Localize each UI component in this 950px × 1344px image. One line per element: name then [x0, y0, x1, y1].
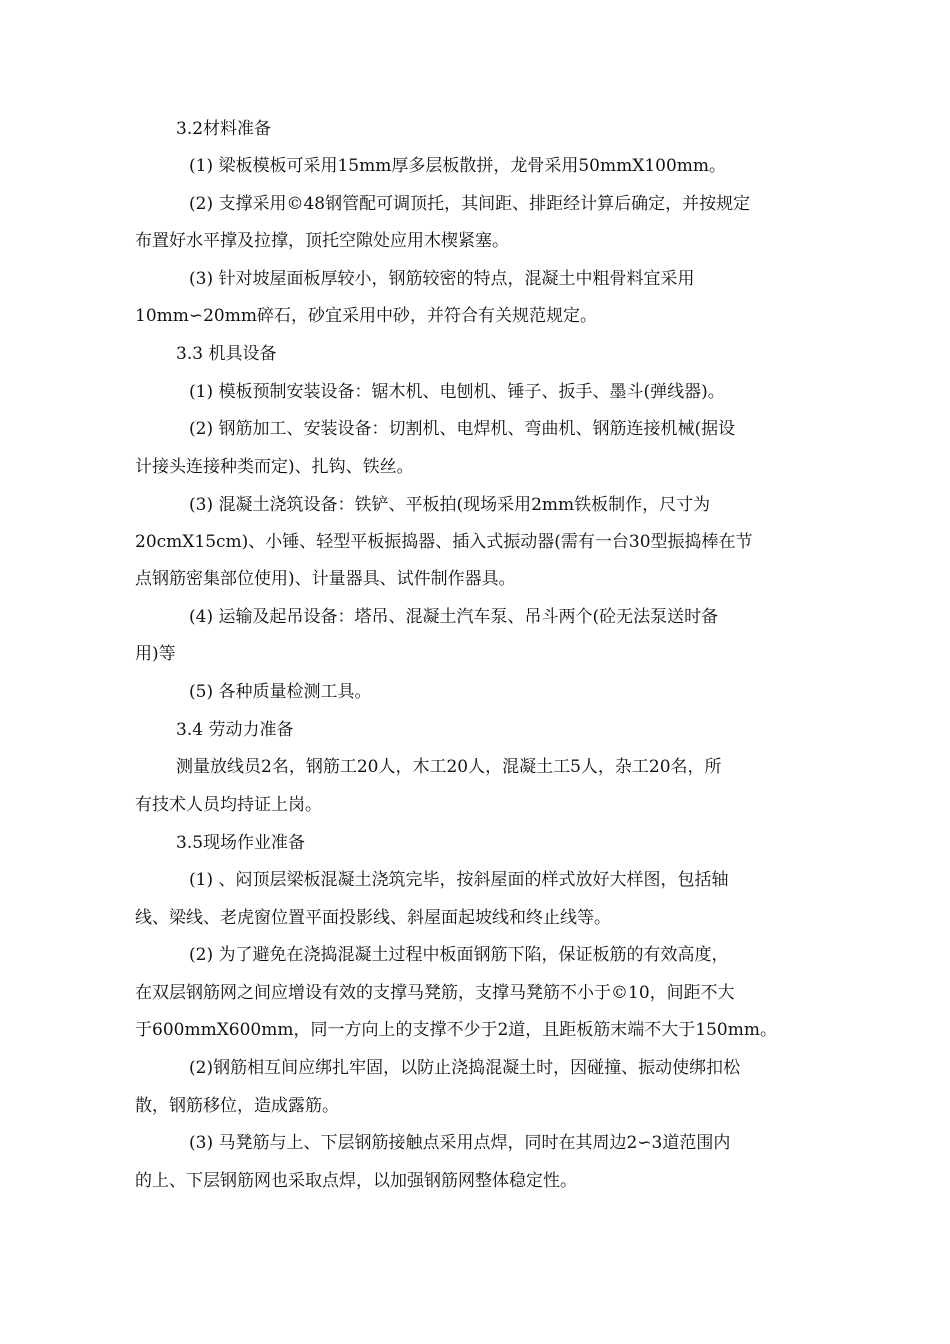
section-heading: 3.5现场作业准备: [176, 833, 306, 853]
paragraph-line: (3) 针对坡屋面板厚较小，钢筋较密的特点，混凝土中粗骨料宜采用: [189, 269, 695, 289]
section-heading: 3.4 劳动力准备: [176, 720, 294, 740]
paragraph-line: 散，钢筋移位，造成露筋。: [135, 1096, 339, 1116]
paragraph-line: (5) 各种质量检测工具。: [189, 682, 372, 702]
paragraph-line: 有技术人员均持证上岗。: [135, 795, 322, 815]
paragraph-line: (2) 为了避免在浇捣混凝土过程中板面钢筋下陷，保证板筋的有效高度，: [189, 945, 729, 965]
paragraph-line: (1) 、闷顶层梁板混凝土浇筑完毕，按斜屋面的样式放好大样图，包括轴: [189, 870, 729, 890]
paragraph-line: 布置好水平撑及拉撑，顶托空隙处应用木楔紧塞。: [135, 231, 509, 251]
paragraph-line: (1) 梁板模板可采用15mm厚多层板散拼，龙骨采用50mmX100mm。: [189, 156, 727, 176]
paragraph-line: (2) 支撑采用©48钢管配可调顶托，其间距、排距经计算后确定，并按规定: [189, 194, 751, 214]
paragraph-line: 在双层钢筋网之间应增设有效的支撑马凳筋，支撑马凳筋不小于©10，间距不大: [135, 983, 735, 1003]
paragraph-line: 10mm∽20mm碎石，砂宜采用中砂，并符合有关规范规定。: [135, 306, 597, 326]
paragraph-line: 的上、下层钢筋网也采取点焊，以加强钢筋网整体稳定性。: [135, 1171, 577, 1191]
paragraph-line: 20cmX15cm)、小锤、轻型平板振捣器、插入式振动器(需有一台30型振捣棒在节: [135, 532, 753, 552]
paragraph-line: (2)钢筋相互间应绑扎牢固，以防止浇捣混凝土时，因碰撞、振动使绑扣松: [189, 1058, 741, 1078]
paragraph-line: (4) 运输及起吊设备：塔吊、混凝土汽车泵、吊斗两个(砼无法泵送时备: [189, 607, 719, 627]
paragraph-line: 线、梁线、老虎窗位置平面投影线、斜屋面起坡线和终止线等。: [135, 908, 611, 928]
paragraph-line: 测量放线员2名，钢筋工20人，木工20人，混凝土工5人，杂工20名，所: [176, 757, 722, 777]
paragraph-line: (3) 混凝土浇筑设备：铁铲、平板拍(现场采用2mm铁板制作，尺寸为: [189, 495, 711, 515]
paragraph-line: (2) 钢筋加工、安装设备：切割机、电焊机、弯曲机、钢筋连接机械(据设: [189, 419, 736, 439]
paragraph-line: 计接头连接种类而定)、扎钩、铁丝。: [135, 457, 414, 477]
section-heading: 3.2材料准备: [176, 119, 272, 139]
paragraph-line: (3) 马凳筋与上、下层钢筋接触点采用点焊，同时在其周边2∽3道范围内: [189, 1133, 731, 1153]
paragraph-line: 于600mmX600mm，同一方向上的支撑不少于2道，且距板筋末端不大于150mm。: [135, 1020, 777, 1040]
paragraph-line: (1) 模板预制安装设备：锯木机、电刨机、锤子、扳手、墨斗(弹线器)。: [189, 382, 725, 402]
paragraph-line: 用)等: [135, 644, 176, 664]
paragraph-line: 点钢筋密集部位使用)、计量器具、试件制作器具。: [135, 569, 516, 589]
section-heading: 3.3 机具设备: [176, 344, 277, 364]
